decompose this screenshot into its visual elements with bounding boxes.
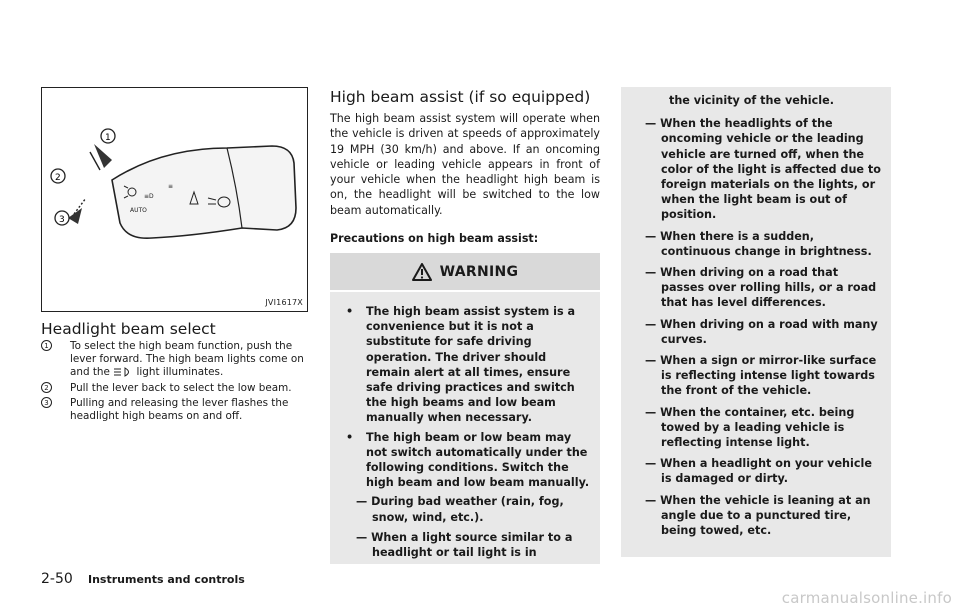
warning-bullet — [344, 304, 590, 426]
section-heading-beam-select: Headlight beam select — [41, 320, 216, 338]
figure-code: JVI1617X — [265, 298, 303, 307]
condition-item: — When a headlight on your vehicle is damaged or dirty. — [645, 457, 872, 486]
condition-item: — When a light source similar to a headlight or tail light is in — [356, 530, 573, 560]
callout-1: 1 — [105, 133, 111, 143]
condition-item: — When there is a sudden, continuous change in brightness. — [645, 229, 872, 258]
step-number: 2 — [41, 382, 52, 393]
page-number: 2-50 — [41, 571, 73, 587]
section-heading-high-beam-assist: High beam assist (if so equipped) — [330, 88, 591, 106]
headlight-lever-illustration — [42, 88, 306, 310]
warning-body — [330, 292, 600, 564]
warning-bullet — [344, 430, 590, 491]
condition-item: — When driving on a road that passes over rolling hills, or a road that has level differences. — [645, 266, 877, 310]
step-item — [41, 340, 311, 380]
callout-3: 3 — [59, 215, 65, 225]
bullet-text: The high beam assist system is a convenience but it is not a substitute for safe driving operation. The driver should remain alert at all times, ensure safe driving practices and switch the high beams and low beam manually when necessary. — [366, 305, 576, 425]
bullet-text: The high beam or low beam may not switch automatically under the following conditions. Switch the high beam and low beam manually. — [366, 430, 590, 490]
warning-header — [330, 253, 600, 290]
bullet-marker: • — [346, 305, 354, 318]
watermark: carmanualsonline.info — [781, 589, 952, 607]
step-text: Pull the lever back to select the low beam. — [70, 381, 292, 394]
svg-text:≡D: ≡D — [144, 193, 154, 200]
svg-text:≡: ≡ — [168, 183, 174, 190]
step-number: 3 — [41, 397, 52, 408]
step-text: light illuminates. — [136, 366, 224, 379]
precautions-heading: Precautions on high beam assist: — [330, 232, 539, 245]
bullet-marker: • — [346, 430, 354, 444]
high-beam-assist-paragraph: The high beam assist system will operate when the vehicle is driven at speeds of approximately 19 MPH (30 km/h) and above. If an oncoming vehicle or leading vehicle appears in front of your vehicle when the headlight high beam is on, the headlight will be switched to the low beam automatically. — [330, 112, 600, 217]
step-text: To select the high beam function, push the lever forward. The high beam lights come on and the — [70, 340, 304, 379]
step-number: 1 — [41, 340, 52, 351]
high-beam-indicator-icon — [113, 367, 133, 377]
condition-item: — When the vehicle is leaning at an angle due to a punctured tire, being towed, etc. — [645, 493, 871, 538]
condition-item: — When the headlights of the oncoming vehicle or the leading vehicle are turned off, when the color of the light is affected due to foreign materials on the lights, or when the light beam is out of position. — [645, 117, 881, 222]
step-item — [41, 397, 311, 423]
step-item — [41, 382, 311, 395]
condition-item: — When driving on a road with many curves. — [645, 317, 878, 346]
warning-continuation-box — [621, 87, 891, 557]
footer-section-title: Instruments and controls — [88, 573, 245, 586]
headlight-lever-figure — [41, 87, 308, 312]
beam-select-steps — [41, 340, 311, 425]
svg-text:AUTO: AUTO — [130, 207, 147, 214]
step-text: Pulling and releasing the lever flashes the headlight high beams on and off. — [70, 396, 289, 423]
continuation-text: the vicinity of the vehicle. — [669, 94, 834, 107]
condition-item: — When the container, etc. being towed by a leading vehicle is reflecting intense light. — [645, 405, 855, 450]
condition-item: — When a sign or mirror-like surface is reflecting intense light towards the front of the vehicle. — [645, 354, 877, 398]
condition-item: — During bad weather (rain, fog, snow, wind, etc.). — [356, 495, 564, 524]
warning-title: WARNING — [439, 263, 519, 280]
warning-triangle-icon — [412, 263, 432, 281]
callout-2: 2 — [55, 173, 61, 183]
